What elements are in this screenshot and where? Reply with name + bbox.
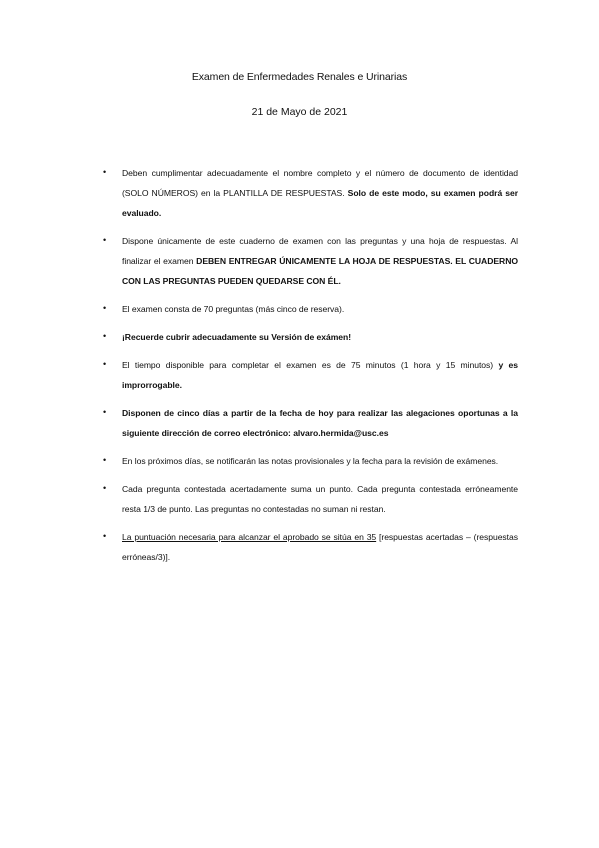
document-title: Examen de Enfermedades Renales e Urinarias (191, 71, 408, 83)
bullet-icon: • (103, 359, 107, 369)
item-text: En los próximos días, se notificarán las notas provisionales y la fecha para la revisión de exámenes. (122, 456, 499, 466)
bullet-icon: • (103, 483, 107, 493)
item-text: Cada pregunta contestada acertadamente suma un punto. Cada pregunta contestada erróneamente resta 1/3 de punto. Las preguntas no contestadas no suman ni restan. (122, 484, 518, 514)
item-underlined-text: La puntuación necesaria para alcanzar el aprobado se sitúa en 35 (122, 532, 377, 542)
item-bold-text: Solo de este modo, su examen podrá ser evaluado. (122, 188, 518, 218)
bullet-icon: • (103, 455, 107, 465)
item-bold-text: Disponen de cinco días a partir de la fecha de hoy para realizar las alegaciones oportunas a la siguiente dirección de correo electrónico: alvaro.hermida@usc.es (122, 408, 518, 438)
bullet-icon: • (103, 331, 107, 341)
bullet-icon: • (103, 407, 107, 417)
bullet-icon: • (103, 167, 107, 177)
item-bold-text: DEBEN ENTREGAR ÚNICAMENTE LA HOJA DE RESPUESTAS. EL CUADERNO CON LAS PREGUNTAS PUEDEN QUEDARSE CON ÉL. (122, 256, 518, 286)
list-item (100, 527, 518, 567)
bullet-icon: • (103, 531, 107, 541)
item-bold-text: y es improrrogable. (122, 360, 518, 390)
bullet-icon: • (103, 235, 107, 245)
bullet-icon: • (103, 303, 107, 313)
list-item (100, 355, 518, 395)
instructions-list (100, 163, 518, 575)
document-date: 21 de Mayo de 2021 (251, 106, 348, 118)
list-item (100, 231, 518, 291)
list-item (100, 299, 518, 319)
item-bold-text: ¡Recuerde cubrir adecuadamente su Versión de exámen! (122, 332, 352, 342)
item-text: El examen consta de 70 preguntas (más cinco de reserva). (122, 304, 345, 314)
list-item (100, 327, 518, 347)
list-item (100, 451, 518, 471)
item-text: Dispone únicamente de este cuaderno de examen con las preguntas y una hoja de respuestas. Al finalizar el examen (122, 236, 518, 266)
item-text: El tiempo disponible para completar el examen es de 75 minutos (1 hora y 15 minutos) (122, 360, 499, 370)
item-text: Deben cumplimentar adecuadamente el nombre completo y el número de documento de identidad (SOLO NÚMEROS) en la PLANTILLA DE RESPUESTAS. (122, 168, 518, 198)
item-text: [respuestas acertadas – (respuestas erróneas/3)]. (122, 532, 518, 562)
list-item (100, 479, 518, 519)
list-item (100, 403, 518, 443)
list-item (100, 163, 518, 223)
